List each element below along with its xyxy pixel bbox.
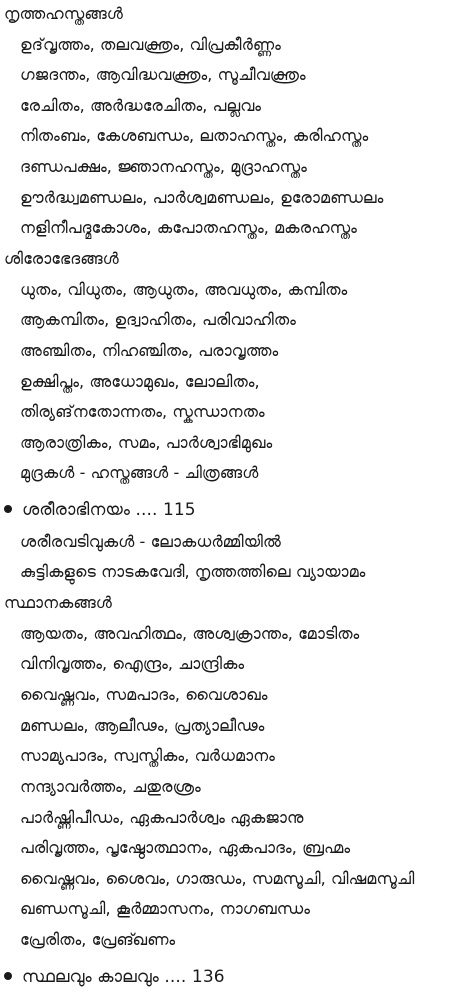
list-item: മുദ്രകൾ - ഹസ്തങ്ങൾ - ചിത്രങ്ങൾ	[20, 463, 259, 482]
list-item: നളിനീപദ്മകോശം, കപോതഹസ്തം, മകരഹസ്തം	[20, 218, 357, 237]
list-item: അഞ്ചിതം, നിഹഞ്ചിതം, പരാവൃത്തം	[20, 341, 279, 360]
list-item: തിര്യങ്‌നതോന്നതം, സ്കന്ധാനതം	[20, 402, 265, 421]
list-item: ധുതം, വിധുതം, ആധുതം, അവധുതം, കമ്പിതം	[20, 280, 348, 299]
list-item: സാമ്യപാദം, സ്വസ്തികം, വർധമാനം	[20, 746, 275, 765]
bullet-icon	[4, 505, 12, 513]
section-heading-nritta-hastas: നൃത്തഹസ്തങ്ങൾ	[4, 4, 123, 23]
list-item: ഖണ്ഡസൂചി, കൂർമ്മാസനം, നാഗബന്ധം	[20, 899, 311, 918]
list-item: ഉദ്‌വൃത്തം, തലവക്ത്രം, വിപ്രകീർണ്ണം	[20, 35, 281, 54]
list-item: ഗജദന്തം, ആവിദ്ധവക്ത്രം, സൂചീവക്ത്രം	[20, 65, 306, 84]
chapter-entry-sthalavum-kalavum[interactable]	[4, 967, 225, 987]
bullet-icon	[4, 972, 12, 980]
list-item: ഉക്ഷിപ്തം, അധോമുഖം, ലോലിതം,	[20, 372, 260, 391]
list-item: രേചിതം, അർദ്ധരേചിതം, പല്ലവം	[20, 96, 262, 115]
list-item: നന്ദ്യാവർത്തം, ചതുരശ്രം	[20, 777, 201, 796]
list-item: ഊർദ്ധ്വമണ്ഡലം, പാർശ്വമണ്ഡലം, ഉരോമണ്ഡലം	[20, 188, 384, 207]
list-item: ആയതം, അവഹിത്ഥം, അശ്വക്രാന്തം, മോടിതം	[20, 624, 360, 643]
list-item: കുട്ടികളുടെ നാടകവേദി, നൃത്തത്തിലെ വ്യായാമം	[20, 562, 366, 581]
list-item: വൈഷ്ണവം, സമപാദം, വൈശാഖം	[20, 685, 268, 704]
chapter-title: സ്ഥലവും കാലവും .... 136	[22, 967, 225, 987]
list-item: ദണ്ഡപക്ഷം, ജ്ഞാനഹസ്തം, മുദ്രാഹസ്തം	[20, 157, 307, 176]
list-item: വിനിവൃത്തം, ഐന്ദ്രം, ചാന്ദ്രികം	[20, 654, 245, 673]
list-item: പ്രേരിതം, പ്രേങ്ഖണം	[20, 930, 176, 949]
list-item: നിതംബം, കേശബന്ധം, ലതാഹസ്തം, കരിഹസ്തം	[20, 126, 369, 145]
chapter-title: ശരീരാഭിനയം .... 115	[22, 500, 196, 520]
list-item: മണ്ഡലം, ആലീഢം, പ്രത്യാലീഢം	[20, 716, 265, 735]
list-item: ആകമ്പിതം, ഉദ്വാഹിതം, പരിവാഹിതം	[20, 310, 296, 329]
list-item: ശരീരവടിവുകൾ - ലോകധർമ്മിയിൽ	[20, 532, 281, 551]
section-heading-shirobhedas: ശിരോഭേദങ്ങൾ	[4, 249, 119, 268]
list-item: ആരാത്രികം, സമം, പാർശ്വാഭിമുഖം	[20, 433, 273, 452]
list-item: പാർഷ്ണിപീഡം, ഏകപാർശ്വം ഏകജാനു	[20, 808, 304, 827]
list-item: പരിവൃത്തം, പൃഷ്ഠോത്ഥാനം, ഏകപാദം, ബ്രഹ്മം	[20, 838, 351, 857]
chapter-entry-shareerabhinayam[interactable]	[4, 500, 196, 520]
list-item: വൈഷ്ണവം, ശൈവം, ഗാരുഡം, സമസൂചി, വിഷമസൂചി	[20, 869, 415, 888]
section-heading-sthanakas: സ്ഥാനകങ്ങൾ	[4, 593, 112, 612]
